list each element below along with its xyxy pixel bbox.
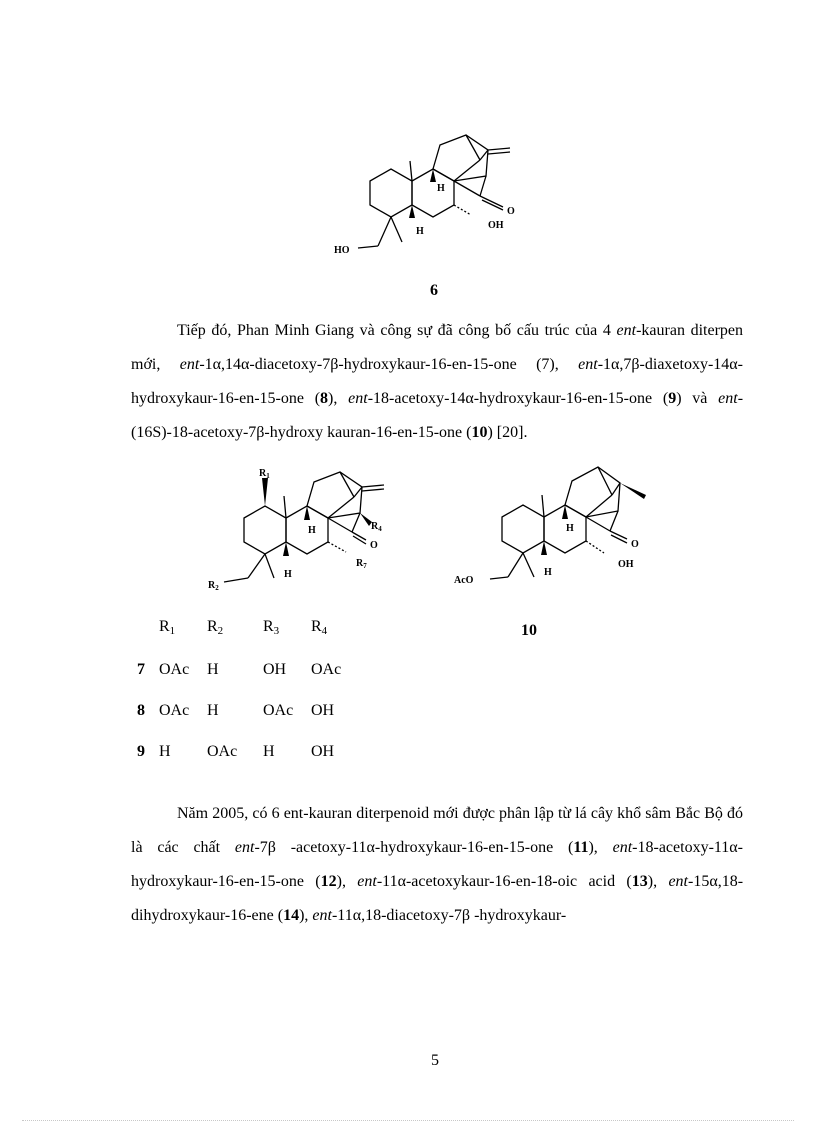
structure-10-label: 10 <box>521 622 537 639</box>
p2-text-5: ), <box>336 873 358 890</box>
p2-text-2: -7β -acetoxy-11α-hydroxykaur-16-en-15-one ( <box>254 839 574 856</box>
row-cell: H <box>263 743 275 760</box>
p2-text-6: -11α-acetoxykaur-16-en-18-oic acid ( <box>376 873 632 890</box>
sg-atom-r1: $R_1$ <box>259 468 270 480</box>
p2-text-7: ), <box>647 873 669 890</box>
page-bottom-divider <box>22 1120 794 1121</box>
p2-bold-14: 14 <box>283 907 300 924</box>
row-id: 9 <box>137 743 145 760</box>
s10-atom-aco: AcO <box>454 575 474 586</box>
s6-atom-oh: OH <box>488 220 504 231</box>
row-cell: OAc <box>311 661 342 678</box>
row-cell: H <box>207 702 219 719</box>
p2-text-10: -11α,18-diacetoxy-7β -hydroxykaur- <box>331 907 567 924</box>
s10-atom-h1: H <box>566 523 574 534</box>
row-cell: H <box>207 661 219 678</box>
p2-ent-3: ent <box>357 873 377 890</box>
row-cell: OAc <box>159 702 190 719</box>
row-cell: H <box>159 743 171 760</box>
row-id: 7 <box>137 661 145 678</box>
structure-6-diagram <box>330 118 550 268</box>
s10-atom-h2: H <box>544 567 552 578</box>
p2-bold-13: 13 <box>631 873 648 890</box>
s6-atom-h1: H <box>437 183 445 194</box>
row-cell: OAc <box>263 702 294 719</box>
p2-ent-1: ent <box>234 839 255 856</box>
p1-bold-8: 8 <box>320 390 329 407</box>
p1-text-3: -1α,14α-diacetoxy-7β-hydroxykaur-16-en-15-one (7), <box>199 356 579 373</box>
p2-ent-2: ent <box>612 839 633 856</box>
p2-text-3: ), <box>588 839 613 856</box>
p2-bold-12: 12 <box>320 873 337 890</box>
s6-atom-ho: HO <box>334 245 350 256</box>
p2-text-1: Năm 2005, có 6 ent-kauran diterpenoid mới được phân lập từ lá cây khổ sâm Bắc Bộ đó là các chất <box>131 805 743 856</box>
p1-text-6: -18-acetoxy-14α-hydroxykaur-16-en-15-one ( <box>367 390 669 407</box>
header-r2: $R_2$ <box>207 618 224 637</box>
paragraph-1 <box>131 314 743 450</box>
p1-ent-3: ent <box>578 356 598 373</box>
header-r4: $R_4$ <box>311 618 328 637</box>
sg-atom-o: O <box>370 540 378 551</box>
p2-text-8: -15α,18-dihydroxykaur-16-ene ( <box>131 873 744 924</box>
structure-general-diagram <box>200 460 420 600</box>
p1-text-4: -1α,7β-diaxetoxy-14α-hydroxykaur-16-en-15-one ( <box>131 356 743 407</box>
row-cell: OH <box>311 743 335 760</box>
row-id: 8 <box>137 702 145 719</box>
sg-atom-r3: $R_7$ <box>356 558 367 570</box>
p1-text-5: ), <box>328 390 349 407</box>
sg-atom-r2: $R_2$ <box>208 580 219 592</box>
structure-6-label: 6 <box>430 282 438 299</box>
p1-bold-9: 9 <box>668 390 677 407</box>
p1-text-7: ) và <box>676 390 719 407</box>
p1-text-1: Tiếp đó, Phan Minh Giang và công sự đã công bố cấu trúc của 4 <box>177 322 617 339</box>
p1-bold-10: 10 <box>471 424 488 441</box>
s6-atom-o: O <box>507 206 515 217</box>
header-r3: $R_3$ <box>263 618 280 637</box>
p1-text-9: ) [20]. <box>487 424 528 441</box>
p2-ent-4: ent <box>668 873 688 890</box>
sg-atom-h1: H <box>308 525 316 536</box>
p2-text-9: ), <box>299 907 313 924</box>
row-cell: OH <box>263 661 287 678</box>
sg-atom-h2: H <box>284 569 292 580</box>
s10-atom-o: O <box>631 539 639 550</box>
p1-ent-4: ent <box>348 390 368 407</box>
p1-ent-1: ent <box>616 322 637 339</box>
p1-ent-2: ent <box>179 356 200 373</box>
p2-ent-5: ent <box>312 907 332 924</box>
row-cell: OAc <box>159 661 190 678</box>
p1-text-8: -(16S)-18-acetoxy-7β-hydroxy kauran-16-en-15-one ( <box>131 390 744 441</box>
row-cell: OH <box>311 702 335 719</box>
p1-text-2: -kauran diterpen mới, <box>131 322 744 373</box>
p2-text-4: -18-acetoxy-11α-hydroxykaur-16-en-15-one ( <box>131 839 744 890</box>
header-r1: $R_1$ <box>159 618 176 637</box>
paragraph-2 <box>131 797 743 933</box>
p1-ent-5: ent <box>718 390 738 407</box>
p2-bold-11: 11 <box>573 839 589 856</box>
s10-atom-oh: OH <box>618 559 634 570</box>
structure-10-diagram <box>446 455 672 595</box>
row-cell: OAc <box>207 743 238 760</box>
page-number: 5 <box>431 1052 439 1069</box>
sg-atom-r4: $R_4$ <box>371 521 382 533</box>
s6-atom-h2: H <box>416 226 424 237</box>
